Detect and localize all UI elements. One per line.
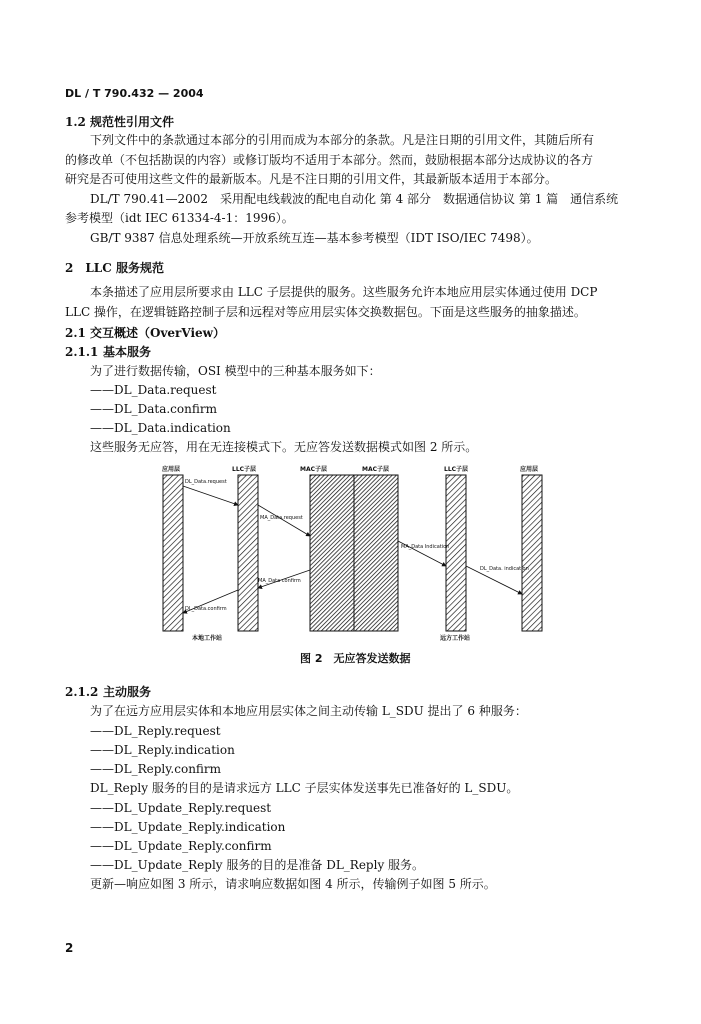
paragraph-line: 的修改单（不包括勘误的内容）或修订版均不适用于本部分。然而，鼓励根据本部分达成协议的各方: [65, 153, 594, 167]
figure-2-diagram: [150, 458, 560, 643]
list-item: ——DL_Reply.request: [90, 724, 221, 738]
page-number: 2: [65, 941, 74, 955]
paragraph-line: 这些服务无应答，用在无连接模式下。无应答发送数据模式如图 2 所示。: [90, 440, 478, 454]
bar-app-local: [163, 475, 183, 631]
list-item: ——DL_Reply.indication: [90, 743, 235, 757]
label-ma-confirm: MA_Data confirm: [258, 578, 301, 584]
section-1-2-number: 1.2: [65, 115, 86, 129]
figure-2-caption: 图 2 无应答发送数据: [300, 652, 411, 665]
paragraph-line: 为了在远方应用层实体和本地应用层实体之间主动传输 L_SDU 提出了 6 种服务：: [90, 704, 527, 718]
section-2-1-title: 交互概述（OverView）: [90, 326, 226, 340]
list-item: ——DL_Data.confirm: [90, 402, 217, 416]
col-label-mac-local: MAC子层: [300, 466, 328, 473]
reference-line: DL/T 790.41—2002 采用配电线载波的配电自动化 第 4 部分 数据通信协议 第 1 篇 通信系统: [90, 192, 619, 206]
paragraph-line: DL_Reply 服务的目的是请求远方 LLC 子层实体发送事先已准备好的 L_SDU。: [90, 781, 519, 795]
col-label-mac-remote: MAC子层: [362, 466, 390, 473]
col-label-llc-remote: LLC子层: [444, 466, 469, 473]
document-code: DL / T 790.432 — 2004: [65, 87, 204, 100]
bar-mac-local: [310, 475, 354, 631]
label-ma-indication: MA_Data Indication: [401, 544, 450, 550]
reference-line: 参考模型（idt IEC 61334-4-1：1996）。: [65, 211, 294, 225]
section-2-1-1-number: 2.1.1: [65, 345, 99, 359]
remote-station-label: 远方工作站: [440, 635, 471, 642]
arrow-dl-request: [183, 486, 238, 505]
section-2-heading: 2 LLC 服务规范: [65, 261, 164, 275]
paragraph-line: 更新—响应如图 3 所示，请求响应数据如图 4 所示，传输例子如图 5 所示。: [90, 877, 496, 891]
paragraph-line: 为了进行数据传输，OSI 模型中的三种基本服务如下：: [90, 364, 381, 378]
bar-app-remote: [522, 475, 542, 631]
list-item: ——DL_Update_Reply.request: [90, 801, 272, 815]
local-station-label: 本地工作站: [192, 635, 223, 642]
list-item: ——DL_Reply.confirm: [90, 762, 222, 776]
col-label-llc-local: LLC子层: [232, 466, 257, 473]
section-1-2-title: 规范性引用文件: [90, 115, 175, 129]
list-item: ——DL_Update_Reply 服务的目的是准备 DL_Reply 服务。: [90, 858, 425, 872]
label-dl-indication: DL_Data. indication: [480, 566, 529, 572]
bar-llc-remote: [446, 475, 466, 631]
paragraph-line: 本条描述了应用层所要求由 LLC 子层提供的服务。这些服务允许本地应用层实体通过使用 DCP: [90, 285, 598, 299]
label-ma-request: MA_Data.request: [260, 515, 303, 521]
list-item: ——DL_Update_Reply.confirm: [90, 839, 272, 853]
list-item: ——DL_Data.request: [90, 383, 217, 397]
paragraph-line: 研究是否可使用这些文件的最新版本。凡是不注日期的引用文件，其最新版本适用于本部分。: [65, 172, 558, 186]
col-label-app-local: 应用层: [162, 466, 181, 473]
list-item: ——DL_Update_Reply.indication: [90, 820, 286, 834]
paragraph-line: LLC 操作，在逻辑链路控制子层和远程对等应用层实体交换数据包。下面是这些服务的抽象描述。: [65, 305, 586, 319]
bar-llc-local: [238, 475, 258, 631]
section-2-1-number: 2.1: [65, 326, 86, 340]
list-item: ——DL_Data.indication: [90, 421, 231, 435]
label-dl-request: DL_Data.request: [185, 479, 227, 485]
bar-mac-remote: [354, 475, 398, 631]
col-label-app-remote: 应用层: [520, 466, 539, 473]
reference-line: GB/T 9387 信息处理系统—开放系统互连—基本参考模型（IDT ISO/IEC 7498）。: [90, 231, 539, 245]
label-dl-confirm: DL_Data.confirm: [185, 606, 227, 612]
paragraph-line: 下列文件中的条款通过本部分的引用而成为本部分的条款。凡是注日期的引用文件，其随后所有: [90, 133, 595, 147]
section-2-1-2-number: 2.1.2: [65, 685, 99, 699]
section-2-1-1-title: 基本服务: [103, 345, 152, 359]
section-2-1-2-title: 主动服务: [103, 685, 152, 699]
